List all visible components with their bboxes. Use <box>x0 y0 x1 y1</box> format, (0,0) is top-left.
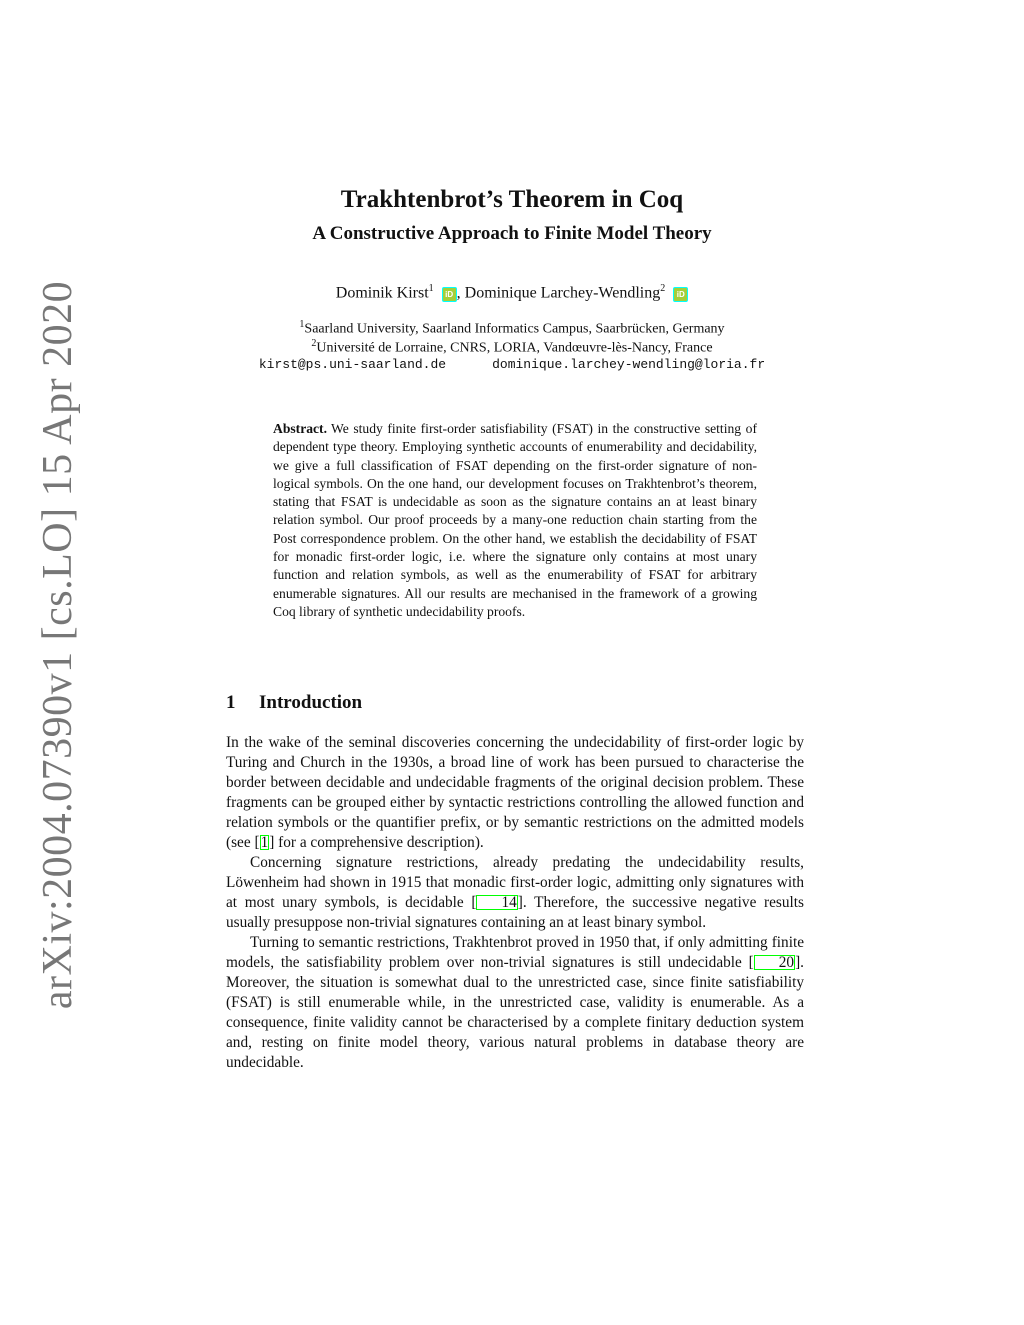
paper-subtitle: A Constructive Approach to Finite Model Theory <box>312 223 712 244</box>
paragraph-text: Turning to semantic restrictions, Trakhtenbrot proved in 1950 that, if only admitting finite models, the satisfiability problem over non-trivial signatures is still undecidable <box>226 934 804 971</box>
affiliation-text: Saarland University, Saarland Informatics Campus, Saarbrücken, Germany <box>304 321 725 337</box>
paragraph-text: In the wake of the seminal discoveries concerning the undecidability of first-order logic by Turing and Church in the 1930s, a broad line of work has been pursued to characterise the border between decidable and undecidable fragments of the original decision problem. These fragments can be grouped either by syntactic restrictions controlling the allowed function and relation symbols or the quantifier prefix, or by semantic restrictions on the admitted models (see <box>226 734 804 851</box>
paragraph-text: for a comprehensive description). <box>274 834 484 851</box>
orcid-icon[interactable]: iD <box>673 287 688 302</box>
paragraph: In the wake of the seminal discoveries concerning the undecidability of first-order logic by Turing and Church in the 1930s, a broad line of work has been pursued to characterise the border between decidable and undecidable fragments of the original decision problem. These fragments can be grouped either by syntactic restrictions controlling the allowed function and relation symbols or the quantifier prefix, or by semantic restrictions on the admitted models (see [1] for a comprehensive description). <box>226 734 804 851</box>
affiliation-mark: 2 <box>311 338 317 349</box>
author-affiliation-mark: 1 <box>428 283 434 294</box>
section-body <box>226 733 804 1073</box>
paragraph-text: . Moreover, the situation is somewhat dual to the unrestricted case, since finite satisfiability (FSAT) is still enumerable while, in the unrestricted case, validity is enumerable. As a consequence, finite validity cannot be characterised by a complete finitary deduction system and, resting on finite model theory, various natural problems in database theory are undecidable. <box>226 954 804 1071</box>
citation-link[interactable]: 20 <box>754 955 795 970</box>
citation-link[interactable]: 1 <box>260 834 269 851</box>
citation-link[interactable]: 14 <box>476 895 517 910</box>
email-line <box>0 357 1024 372</box>
author-line <box>0 283 1024 302</box>
affiliation-mark: 1 <box>299 319 305 330</box>
abstract <box>273 420 757 621</box>
paragraph: Concerning signature restrictions, already predating the undecidability results, Löwenheim had shown in 1915 that monadic first-order logic, admitting only signatures with at most unary symbols, is decidable [ 14]. Therefore, the successive negative results usually presuppose non-trivial signatures containing an at least binary symbol. <box>226 854 804 931</box>
email-address[interactable]: kirst@ps.uni-saarland.de <box>258 357 447 372</box>
affiliation-line <box>0 319 1024 338</box>
paragraph-text: . Therefore, the successive negative results usually presuppose non-trivial signatures containing an at least binary symbol. <box>226 894 804 931</box>
author-name: Dominique Larchey-Wendling <box>464 284 661 302</box>
abstract-text: We study finite first-order satisfiability (FSAT) in the constructive setting of dependent type theory. Employing synthetic accounts of enumerability and decidability, we give a full classification of FSAT depending on the first-order signature of non-logical symbols. On the one hand, our development focuses on Trakhtenbrot’s theorem, stating that FSAT is undecidable as soon as the signature contains an at least binary relation symbol. Our proof proceeds by a many-one reduction chain starting from the Post correspondence problem. On the other hand, we establish the decidability of FSAT for monadic first-order logic, i.e. where the signature only contains at most unary function and relation symbols, as well as the enumerability of FSAT for arbitrary enumerable signatures. All our results are mechanised in the framework of a growing Coq library of synthetic undecidability proofs. <box>273 421 757 619</box>
author-separator: , <box>456 284 465 302</box>
paragraph-text: Concerning signature restrictions, already predating the undecidability results, Löwenheim had shown in 1915 that monadic first-order logic, admitting only signatures with at most unary symbols, is decidable <box>226 854 804 911</box>
abstract-heading: Abstract. <box>273 421 327 436</box>
email-address[interactable]: dominique.larchey-wendling@loria.fr <box>492 357 766 372</box>
section-number: 1 <box>226 692 236 713</box>
paragraph: Turning to semantic restrictions, Trakhtenbrot proved in 1950 that, if only admitting finite models, the satisfiability problem over non-trivial signatures is still undecidable [ 20]. Moreover, the situation is somewhat dual to the unrestricted case, since finite satisfiability (FSAT) is still enumerable while, in the unrestricted case, validity is enumerable. As a consequence, finite validity cannot be characterised by a complete finitary deduction system and, resting on finite model theory, various natural problems in database theory are undecidable. <box>226 934 804 1071</box>
affiliation-text: Université de Lorraine, CNRS, LORIA, Vandœuvre-lès-Nancy, France <box>316 340 713 356</box>
section-title: Introduction <box>259 692 363 713</box>
section-heading <box>226 692 362 714</box>
author-name: Dominik Kirst <box>335 284 429 302</box>
affiliation-line <box>0 338 1024 357</box>
arxiv-side-stamp: arXiv:2004.07390v1 [cs.LO] 15 Apr 2020 <box>35 280 81 1010</box>
paper-title: Trakhtenbrot’s Theorem in Coq <box>340 186 684 213</box>
orcid-icon[interactable]: iD <box>442 287 457 302</box>
author-affiliation-mark: 2 <box>660 283 666 294</box>
